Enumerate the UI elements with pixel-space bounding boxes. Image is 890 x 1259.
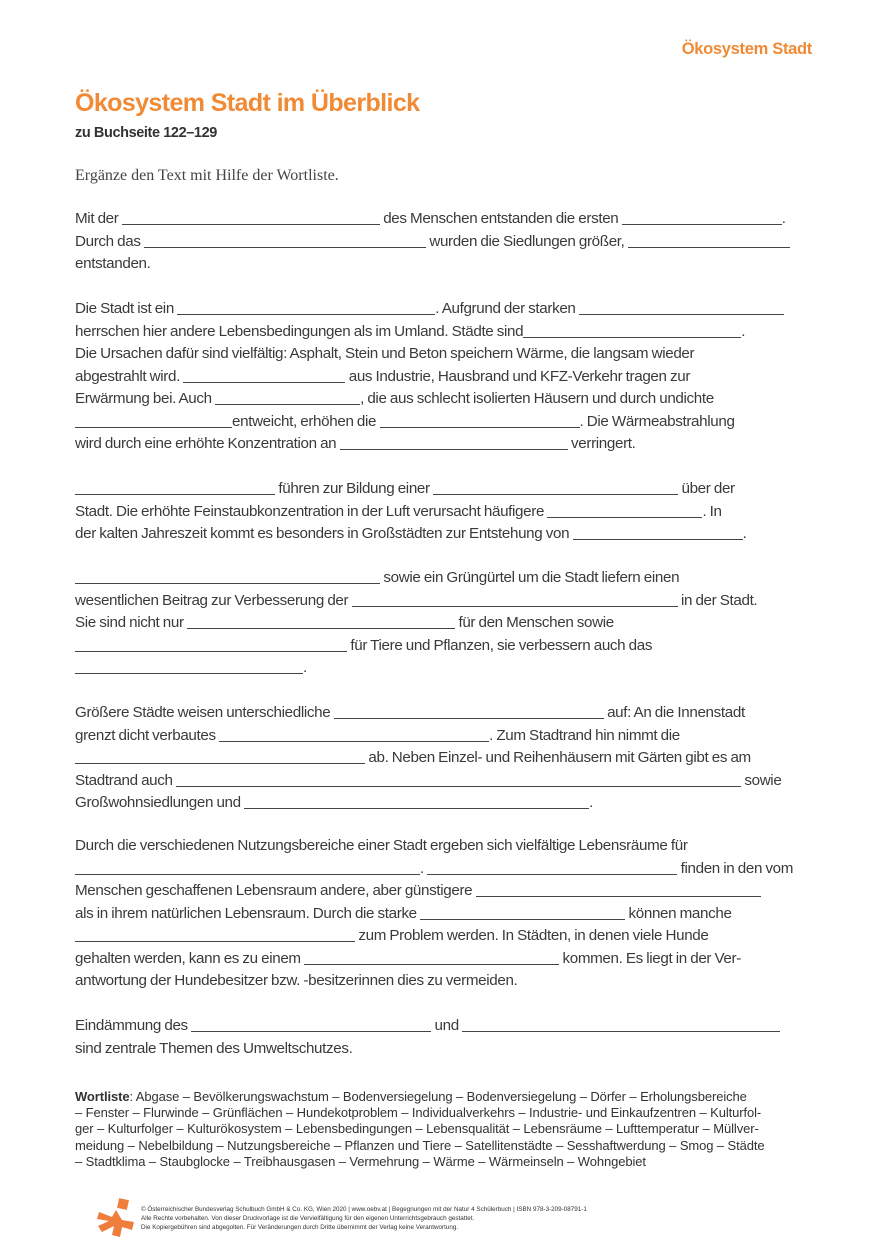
text-segment: .	[781, 210, 786, 227]
word-list-line: meidung – Nebelbildung – Nutzungsbereiche – Pflanzen und Tiere – Satellitenstädte – Sesshaftwerdung – Smog – Städte	[75, 1137, 765, 1153]
text-line	[75, 411, 825, 434]
text-line	[75, 501, 825, 524]
fill-in-blank[interactable]	[304, 949, 559, 965]
text-segment: auf: An die Innenstadt	[603, 704, 745, 721]
fill-in-blank[interactable]	[244, 793, 589, 809]
text-segment: verringert.	[567, 435, 636, 452]
text-segment: als in ihrem natürlichen Lebensraum. Durch die starke	[75, 904, 421, 922]
page-subtitle: zu Buchseite 122–129	[75, 125, 217, 141]
text-segment: für den Menschen sowie	[455, 614, 614, 631]
header-topic-tag: Ökosystem Stadt	[681, 40, 812, 58]
fill-in-blank[interactable]	[523, 322, 741, 338]
fill-in-blank[interactable]	[622, 209, 782, 225]
text-segment: grenzt dicht verbautes	[75, 726, 220, 744]
word-list-line: Wortliste: Abgase – Bevölkerungswachstum – Bodenversiegelung – Bodenversiegelung – Dörfer – Erholungsbereiche	[75, 1089, 747, 1104]
paragraph-5	[75, 702, 825, 815]
fill-in-blank[interactable]	[476, 881, 761, 897]
text-segment: abgestrahlt wird.	[75, 367, 184, 385]
text-line	[75, 858, 825, 881]
page-title: Ökosystem Stadt im Überblick	[75, 89, 420, 117]
fill-in-blank[interactable]	[176, 771, 741, 787]
paragraph-3	[75, 478, 825, 546]
text-segment: in der Stadt.	[677, 591, 758, 609]
paragraph-4	[75, 567, 825, 680]
paragraph-7	[75, 1015, 825, 1060]
text-segment: der kalten Jahreszeit kommt es besonders in Großstädten zur Entstehung von	[75, 525, 573, 542]
text-segment: Mit der	[75, 210, 122, 227]
text-line	[75, 948, 825, 971]
copyright-notice: © Österreichischer Bundesverlag Schulbuch GmbH & Co. KG, Wien 2020 | www.oebv.at | Begegnungen mit der Natur 4 Schülerbuch | ISBN 978-3-209-08791-1 Alle Rechte vorbehalten. Von dieser Druckvorlage ist die Vervielfältigung für den eigenen Unterrichtsgebrauch gestattet. Die Kopiergebühren sind abgegolten. Für Veränderungen durch Dritte übernimmt der Verlag keine Verantwortung.	[141, 1206, 587, 1231]
text-segment: können manche	[625, 904, 732, 922]
fill-in-blank[interactable]	[628, 232, 790, 248]
fill-in-blank[interactable]	[427, 859, 677, 875]
text-segment: Großwohnsiedlungen und	[75, 794, 245, 811]
text-segment: wird durch eine erhöhte Konzentration an	[75, 435, 340, 452]
text-line	[75, 747, 825, 770]
text-line	[75, 792, 825, 815]
text-line	[75, 253, 825, 276]
text-line	[75, 343, 825, 366]
text-segment: . In	[702, 502, 722, 520]
paragraph-1	[75, 208, 825, 276]
fill-in-blank[interactable]	[75, 926, 355, 942]
text-segment: antwortung der Hundebesitzer bzw. -besitzerinnen dies zu vermeiden.	[75, 972, 518, 989]
text-segment: für Tiere und Pflanzen, sie verbessern auch das	[347, 636, 653, 654]
task-instruction: Ergänze den Text mit Hilfe der Wortliste.	[75, 167, 339, 184]
word-list-line: – Fenster – Flurwinde – Grünflächen – Hundekotproblem – Individualverkehrs – Industrie- und Einkaufzentren – Kulturfol-	[75, 1105, 762, 1121]
text-line	[75, 657, 825, 680]
text-segment: .	[303, 659, 307, 676]
fill-in-blank[interactable]	[219, 726, 489, 742]
fill-in-blank[interactable]	[75, 412, 232, 428]
text-segment: ab. Neben Einzel- und Reihenhäusern mit Gärten gibt es am	[365, 749, 751, 766]
text-line	[75, 635, 825, 658]
fill-in-blank[interactable]	[215, 389, 360, 405]
text-segment: , die aus schlecht isolierten Häusern und durch undichte	[360, 390, 714, 407]
fill-in-blank[interactable]	[420, 904, 625, 920]
fill-in-blank[interactable]	[183, 367, 345, 383]
text-line	[75, 590, 825, 613]
text-segment: Durch die verschiedenen Nutzungsbereiche einer Stadt ergeben sich vielfältige Lebensräume für	[75, 837, 688, 854]
text-segment: .	[589, 794, 593, 811]
text-segment: entweicht, erhöhen die	[232, 412, 380, 430]
text-segment: Stadtrand auch	[75, 771, 176, 789]
text-segment: . Zum Stadtrand hin nimmt die	[489, 726, 680, 744]
text-line	[75, 478, 825, 501]
text-segment: des Menschen entstanden die ersten	[379, 210, 622, 227]
page-footer	[96, 1198, 796, 1240]
text-segment: . Die Wärmeabstrahlung	[579, 412, 735, 430]
text-line	[75, 835, 825, 858]
fill-in-blank[interactable]	[433, 479, 678, 495]
text-segment: und	[431, 1017, 463, 1034]
fill-in-blank[interactable]	[177, 299, 435, 315]
text-segment: Sie sind nicht nur	[75, 614, 188, 631]
fill-in-blank[interactable]	[340, 434, 568, 450]
text-line	[75, 1015, 825, 1038]
text-segment: Die Ursachen dafür sind vielfältig: Asphalt, Stein und Beton speichern Wärme, die langsam wieder	[75, 345, 695, 362]
text-segment: Die Stadt ist ein	[75, 300, 178, 317]
fill-in-blank[interactable]	[75, 859, 420, 875]
text-segment: Eindämmung des	[75, 1017, 192, 1034]
text-line	[75, 1038, 825, 1061]
fill-in-blank[interactable]	[122, 209, 380, 225]
word-list-label: Wortliste	[75, 1089, 130, 1104]
fill-in-blank[interactable]	[75, 658, 303, 674]
text-segment: . Aufgrund der starken	[435, 300, 579, 317]
fill-in-blank[interactable]	[579, 299, 784, 315]
text-line	[75, 880, 825, 903]
text-line	[75, 321, 825, 344]
text-line	[75, 298, 825, 321]
text-segment: führen zur Bildung einer	[275, 480, 434, 497]
fill-in-blank[interactable]	[573, 524, 743, 540]
text-segment: Stadt. Die erhöhte Feinstaubkonzentration in der Luft verursacht häufigere	[75, 502, 548, 520]
text-line	[75, 231, 825, 254]
fill-in-blank[interactable]	[462, 1016, 780, 1032]
text-segment: gehalten werden, kann es zu einem	[75, 949, 305, 967]
word-list	[75, 1089, 820, 1170]
fill-in-blank[interactable]	[75, 568, 380, 584]
text-segment: sowie	[740, 771, 782, 789]
text-line	[75, 970, 825, 993]
word-list-line: – Stadtklima – Staubglocke – Treibhausgasen – Vermehrung – Wärme – Wärmeinseln – Wohngebiet	[75, 1153, 646, 1169]
text-line	[75, 567, 825, 590]
text-segment: aus Industrie, Hausbrand und KFZ-Verkehr tragen zur	[345, 367, 691, 385]
text-segment: .	[742, 525, 747, 542]
text-segment: sowie ein Grüngürtel um die Stadt liefern einen	[380, 569, 680, 586]
fill-in-blank[interactable]	[334, 703, 604, 719]
text-line	[75, 208, 825, 231]
fill-in-blank[interactable]	[75, 479, 275, 495]
fill-in-blank[interactable]	[75, 636, 347, 652]
text-line	[75, 612, 825, 635]
fill-in-blank[interactable]	[191, 1016, 431, 1032]
fill-in-blank[interactable]	[380, 412, 580, 428]
text-line	[75, 702, 825, 725]
text-line	[75, 366, 825, 389]
oebv-star-logo-icon	[96, 1198, 136, 1238]
text-segment: zum Problem werden. In Städten, in denen viele Hunde	[355, 927, 709, 944]
text-segment: Größere Städte weisen unterschiedliche	[75, 704, 334, 721]
text-line	[75, 523, 825, 546]
text-line	[75, 388, 825, 411]
text-segment: Menschen geschaffenen Lebensraum andere, aber günstigere	[75, 882, 476, 899]
fill-in-blank[interactable]	[187, 613, 455, 629]
text-segment: über der	[678, 480, 735, 497]
text-segment: wurden die Siedlungen größer,	[425, 232, 628, 250]
text-segment: kommen. Es liegt in der Ver-	[559, 949, 741, 967]
fill-in-blank[interactable]	[547, 502, 702, 518]
text-segment: herrschen hier andere Lebensbedingungen als im Umland. Städte sind	[75, 322, 524, 340]
fill-in-blank[interactable]	[75, 748, 365, 764]
text-line	[75, 925, 825, 948]
text-segment: .	[741, 322, 746, 340]
text-segment: sind zentrale Themen des Umweltschutzes.	[75, 1039, 353, 1057]
text-segment: .	[420, 859, 428, 877]
text-segment: Durch das	[75, 232, 144, 250]
text-line	[75, 903, 825, 926]
text-segment: Erwärmung bei. Auch	[75, 390, 216, 407]
fill-in-blank[interactable]	[144, 232, 426, 248]
paragraph-2	[75, 298, 825, 456]
text-line	[75, 433, 825, 456]
paragraph-6	[75, 835, 825, 993]
fill-in-blank[interactable]	[352, 591, 678, 607]
text-line	[75, 725, 825, 748]
text-segment: entstanden.	[75, 255, 151, 272]
text-segment: wesentlichen Beitrag zur Verbesserung der	[75, 591, 352, 609]
word-list-line: ger – Kulturfolger – Kulturökosystem – Lebensbedingungen – Lebensqualität – Lebensräume – Lufttemperatur – Müllver-	[75, 1121, 759, 1137]
text-line	[75, 770, 825, 793]
text-segment: finden in den vom	[677, 859, 794, 877]
